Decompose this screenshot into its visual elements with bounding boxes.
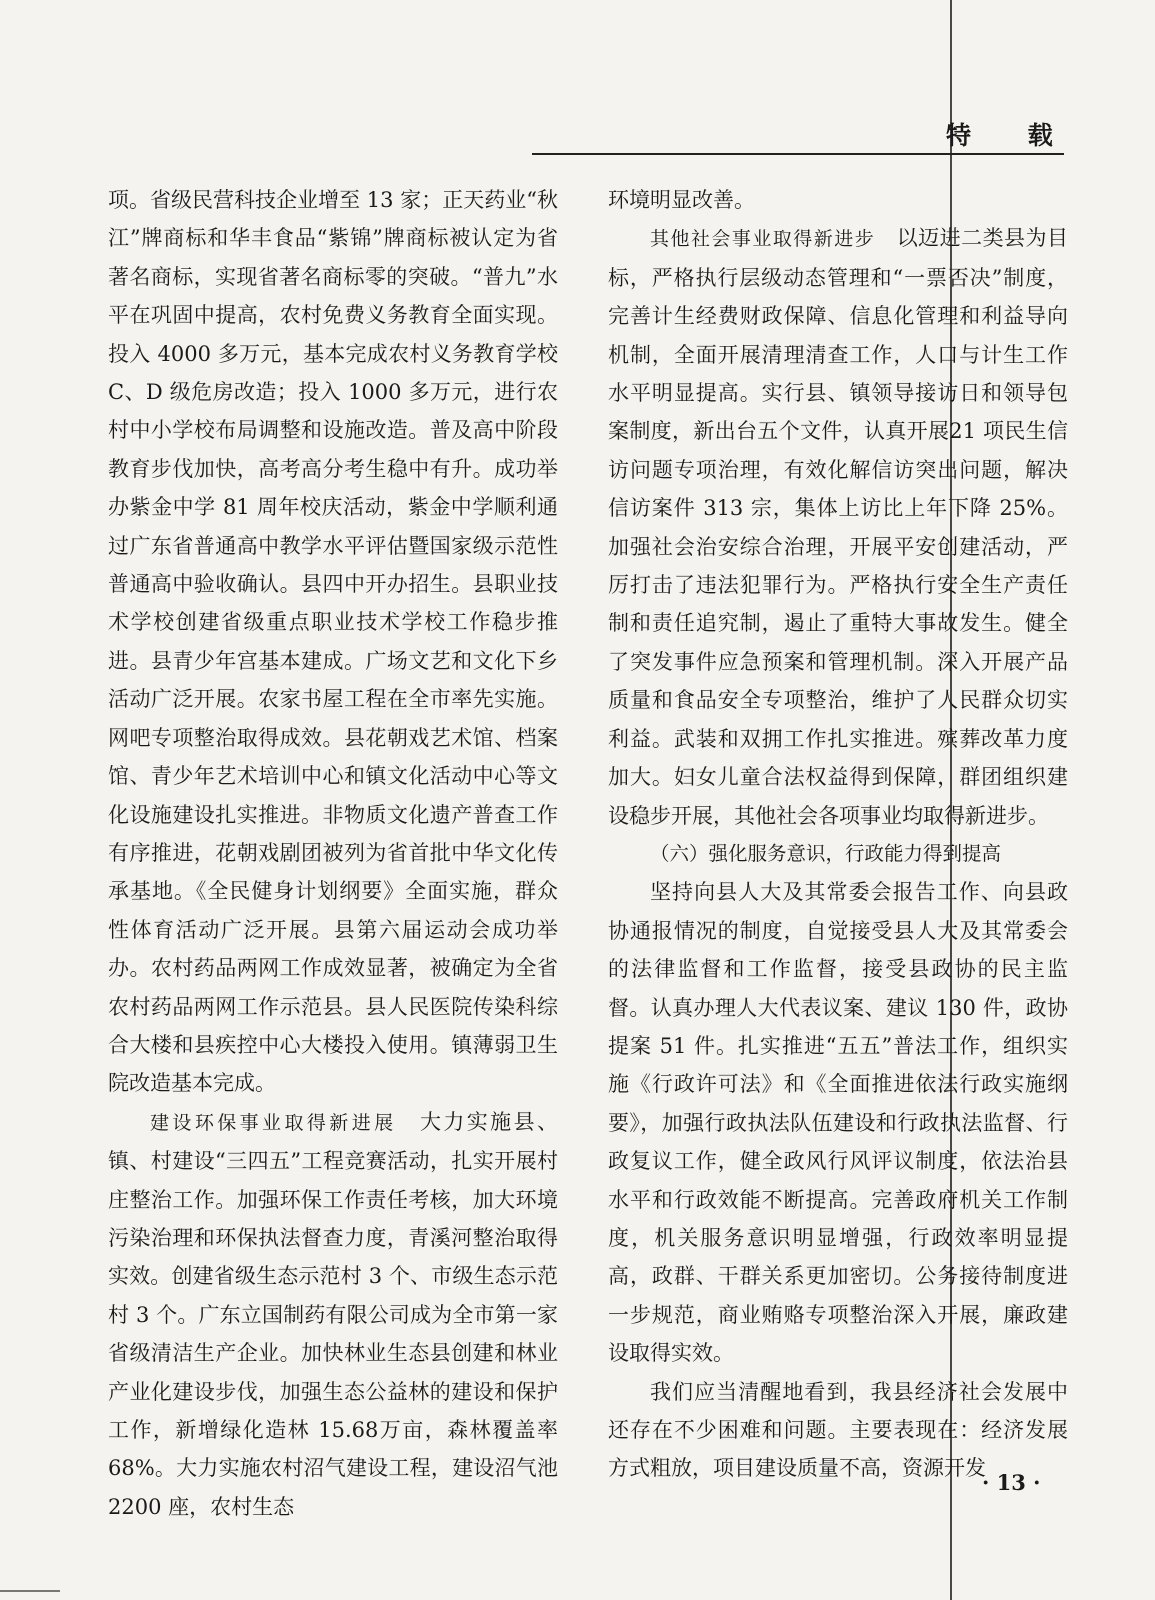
section-subheading: （六）强化服务意识，行政能力得到提高 [650,841,1002,865]
paragraph: 环境明显改善。 [608,188,755,212]
paragraph: 项。省级民营科技企业增至 13 家；正天药业“秋江”牌商标和华丰食品“紫锦”牌商标被认定为省著名商标，实现省著名商标零的突破。“普九”水平在巩固中提高，农村免费义务教育全面实现。投入 4000 多万元，基本完成农村义务教育学校 C、D 级危房改造；投入 1000 多万元，进行农村中小学校布局调整和设施改造。普及高中阶段教育步伐加快，高考高分考生稳中有升。成功举办紫金中学 81 周年校庆活动，紫金中学顺利通过广东省普通高中教学水平评估暨国家级示范性普通高中验收确认。县四中开办招生。县职业技术学校创建省级重点职业技术学校工作稳步推进。县青少年宫基本建成。广场文艺和文化下乡活动广泛开展。农家书屋工程在全市率先实施。网吧专项整治取得成效。县花朝戏艺术馆、档案馆、青少年艺术培训中心和镇文化活动中心等文化设施建设扎实推进。非物质文化遗产普查工作有序推进，花朝戏剧团被列为省首批中华文化传承基地。《全民健身计划纲要》全面实施，群众性体育活动广泛开展。县第六届运动会成功举办。农村药品两网工作成效显著，被确定为全省农村药品两网工作示范县。县人民医院传染科综合大楼和县疾控中心大楼投入使用。镇薄弱卫生院改造基本完成。 [108,188,558,1096]
left-column [108,181,558,1526]
inline-heading: 其他社会事业取得新进步 [650,228,876,251]
section-tag: 特 载 [946,121,1077,150]
right-column [608,181,1068,1488]
scan-edge-mark [0,1590,60,1592]
paragraph: 坚持向县人大及其常委会报告工作、向县政协通报情况的制度，自觉接受县人大及其常委会的法律监督和工作监督，接受县政协的民主监督。认真办理人大代表议案、建议 130 件，政协提案 51 件。扎实推进“五五”普法工作，组织实施《行政许可法》和《全面推进依法行政实施纲要》，加强行政执法队伍建设和行政执法监督、行政复议工作，健全政风行风评议制度，依法治县水平和行政效能不断提高。完善政府机关工作制度，机关服务意识明显增强，行政效率明显提高，政群、干群关系更加密切。公务接待制度进一步规范，商业贿赂专项整治深入开展，廉政建设取得实效。 [608,880,1068,1366]
inline-heading: 建设环保事业取得新进展 [150,1111,397,1134]
paragraph [108,1103,558,1526]
page-number: · 13 · [982,1470,1041,1495]
paragraph-body: 以迈进二类县为目标，严格执行层级动态管理和“一票否决”制度，完善计生经费财政保障、信息化管理和利益导向机制，全面开展清理清查工作，人口与计生工作水平明显提高。实行县、镇领导接访日和领导包案制度，新出台五个文件，认真开展21 项民生信访问题专项治理，有效化解信访突出问题，解决信访案件 313 宗，集体上访比上年下降 25%。加强社会治安综合治理，开展平安创建活动，严厉打击了违法犯罪行为。严格执行安全生产责任制和责任追究制，遏止了重特大事故发生。健全了突发事件应急预案和管理机制。深入开展产品质量和食品安全专项整治，维护了人民群众切实利益。武装和双拥工作扎实推进。殡葬改革力度加大。妇女儿童合法权益得到保障，群团组织建设稳步开展，其他社会各项事业均取得新进步。 [608,226,1068,828]
paragraph-body: 大力实施县、镇、村建设“三四五”工程竞赛活动，扎实开展村庄整治工作。加强环保工作责任考核，加大环境污染治理和环保执法督查力度，青溪河整治取得实效。创建省级生态示范村 3 个、市级生态示范村 3 个。广东立国制药有限公司成为全市第一家省级清洁生产企业。加快林业生态县创建和林业产业化建设步伐，加强生态公益林的建设和保护工作，新增绿化造林 15.68万亩，森林覆盖率 68%。大力实施农村沼气建设工程，建设沼气池 2200 座，农村生态 [108,1109,559,1519]
header-rule [532,153,1064,155]
paragraph [608,219,1068,835]
paragraph: 我们应当清醒地看到，我县经济社会发展中还存在不少困难和问题。主要表现在：经济发展方式粗放，项目建设质量不高，资源开发 [608,1379,1068,1481]
